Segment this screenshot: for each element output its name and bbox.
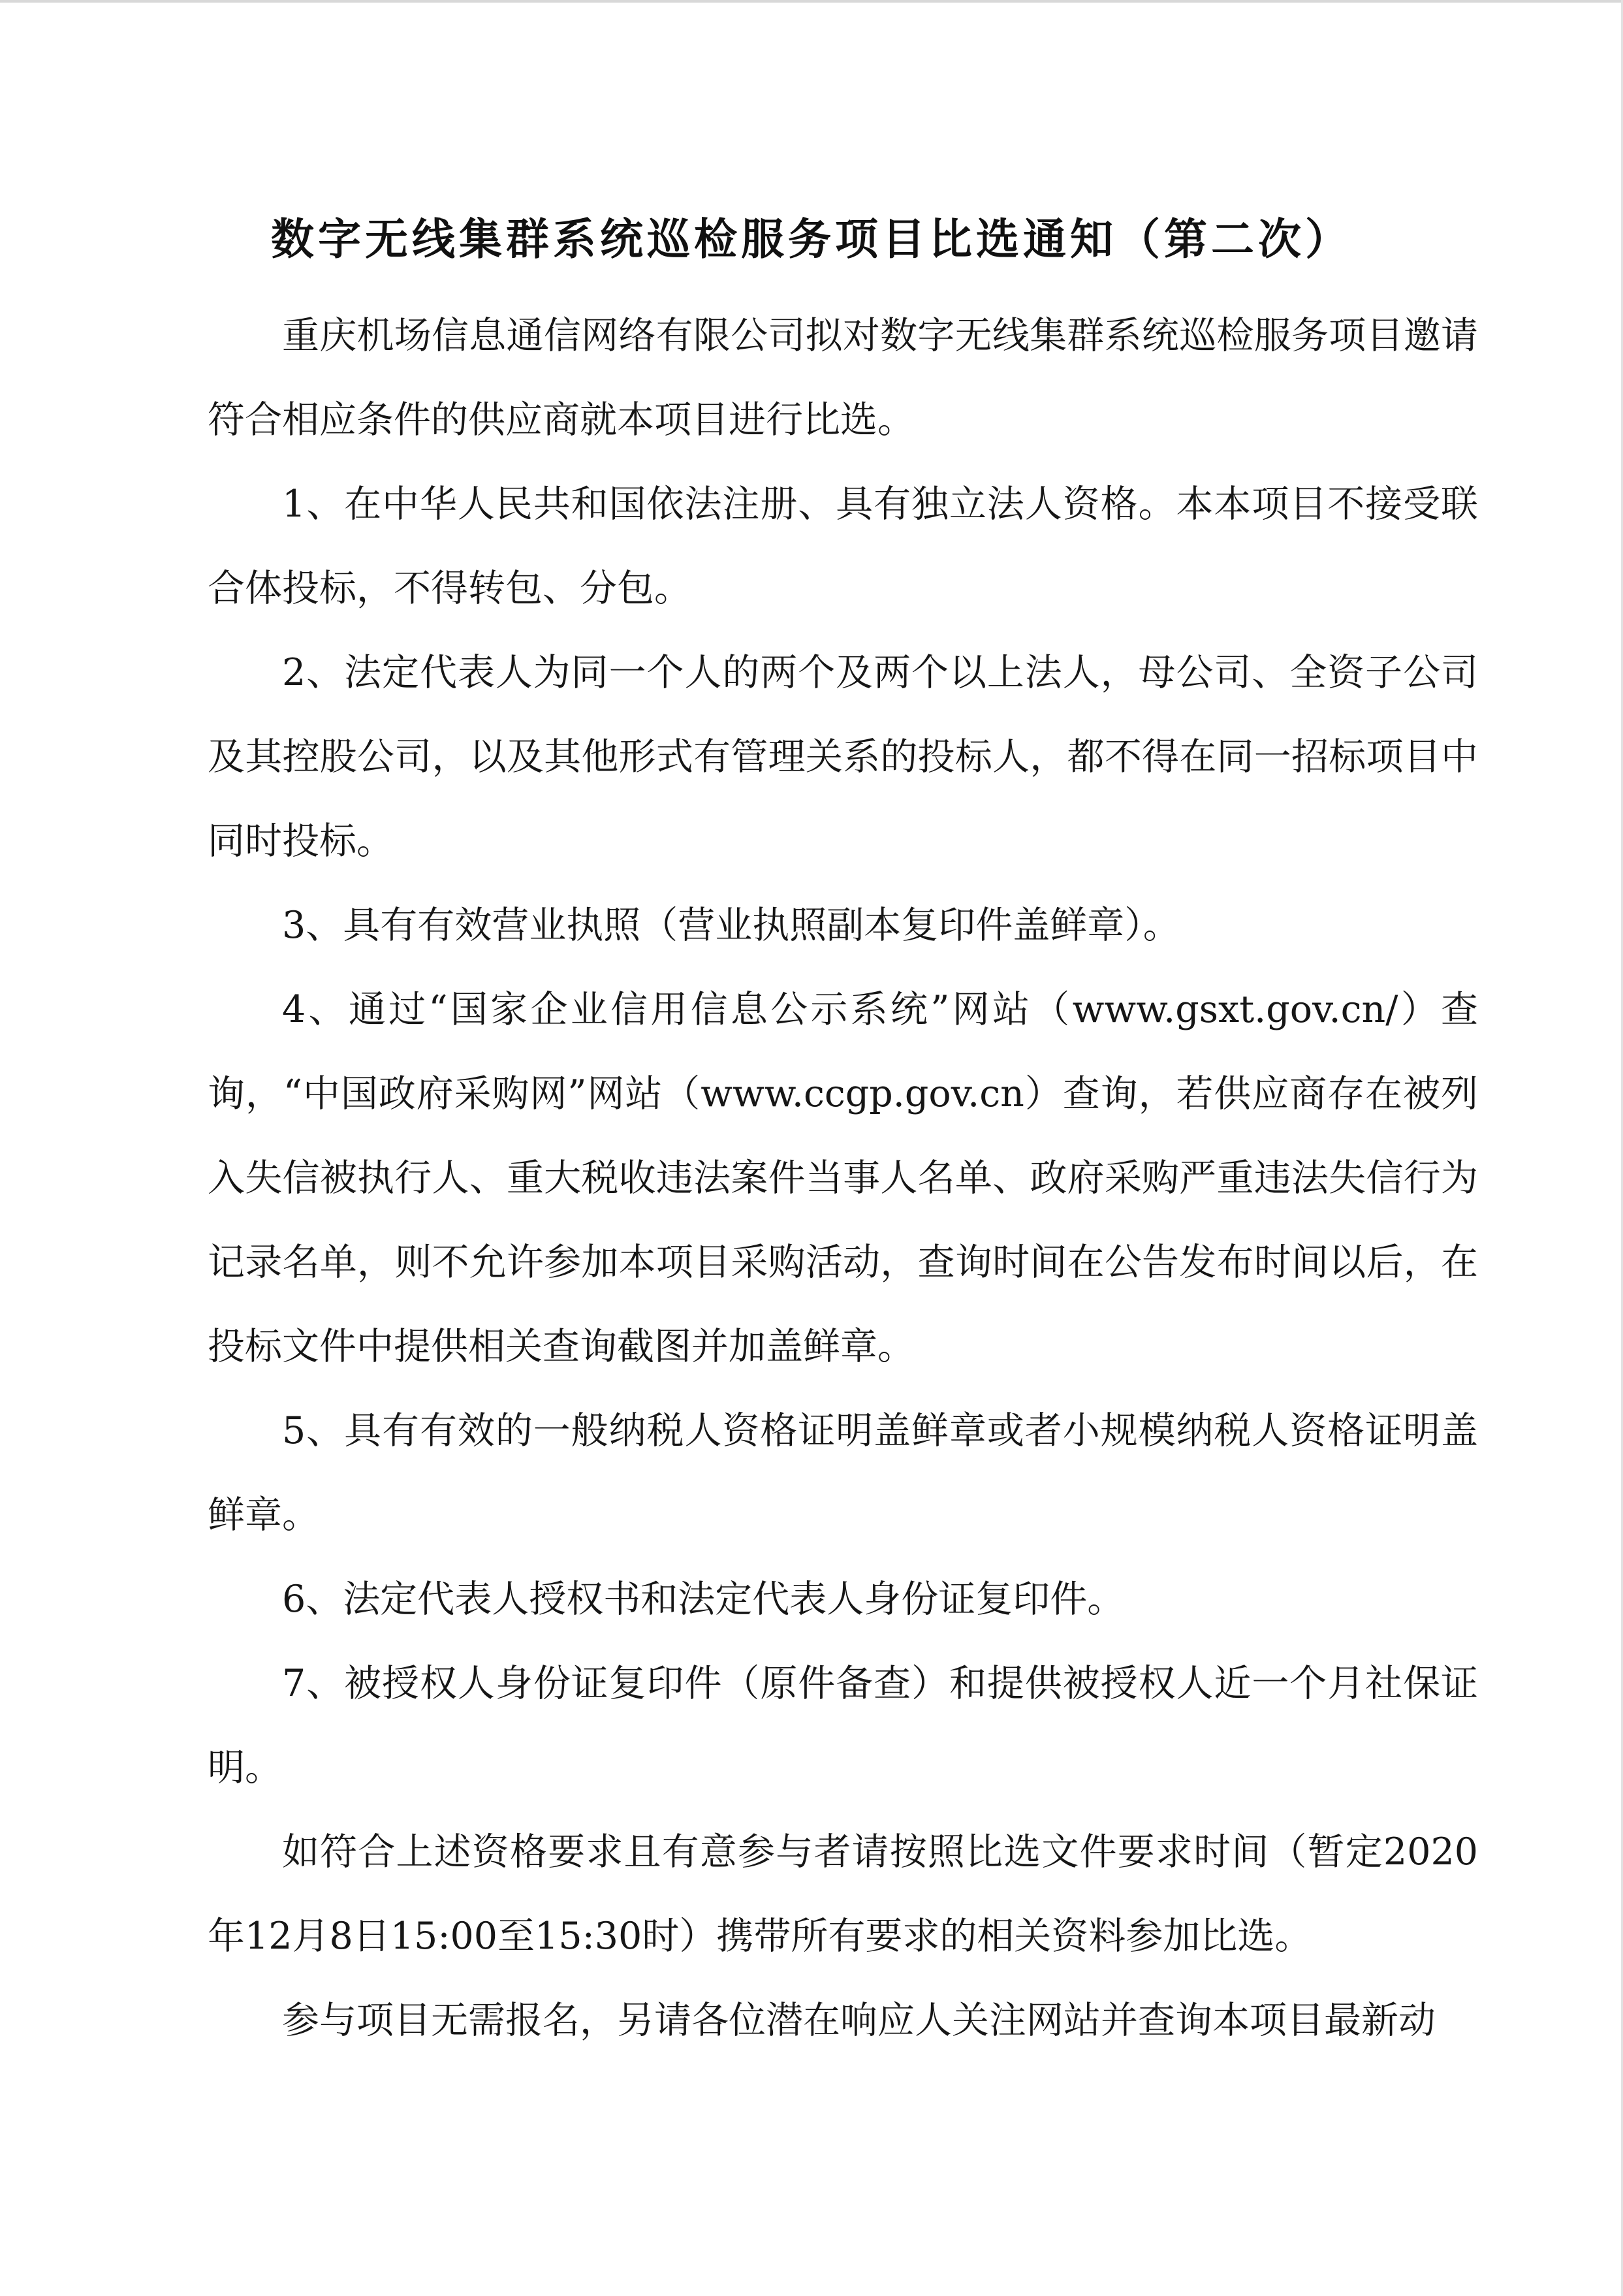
paragraph-requirement-5: 5、具有有效的一般纳税人资格证明盖鲜章或者小规模纳税人资格证明盖鲜章。	[208, 1409, 1478, 1537]
paragraph-requirement-4: 4、通过“国家企业信用信息公示系统”网站（www.gsxt.gov.cn/）查询，“中国政府采购网”网站（www.ccgp.gov.cn）查询，若供应商存在被列入失信被执行人、重大税收违法案件当事人名单、政府采购严重违法失信行为记录名单，则不允许参加本项目采购活动，查询时间在公告发布时间以后，在投标文件中提供相关查询截图并加盖鲜章。	[208, 988, 1478, 1368]
paragraph-schedule: 如符合上述资格要求且有意参与者请按照比选文件要求时间（暂定2020年12月8日15:00至15:30时）携带所有要求的相关资料参加比选。	[208, 1830, 1478, 1958]
paragraph-requirement-2: 2、法定代表人为同一个人的两个及两个以上法人，母公司、全资子公司及其控股公司，以及其他形式有管理关系的投标人，都不得在同一招标项目中同时投标。	[208, 651, 1478, 863]
scan-edge-top	[0, 0, 1623, 3]
document-body	[208, 294, 1478, 2063]
paragraph-requirement-1: 1、在中华人民共和国依法注册、具有独立法人资格。本本项目不接受联合体投标，不得转包、分包。	[208, 483, 1478, 610]
document-title: 数字无线集群系统巡检服务项目比选通知（第二次）	[271, 214, 1352, 264]
paragraph-intro: 重庆机场信息通信网络有限公司拟对数字无线集群系统巡检服务项目邀请符合相应条件的供应商就本项目进行比选。	[208, 314, 1478, 441]
paragraph-registration: 参与项目无需报名，另请各位潜在响应人关注网站并查询本项目最新动	[282, 1999, 1436, 2042]
paragraph-requirement-7: 7、被授权人身份证复印件（原件备查）和提供被授权人近一个月社保证明。	[208, 1662, 1478, 1789]
paragraph-requirement-3: 3、具有有效营业执照（营业执照副本复印件盖鲜章）。	[282, 904, 1180, 947]
paragraph-requirement-6: 6、法定代表人授权书和法定代表人身份证复印件。	[282, 1578, 1125, 1621]
